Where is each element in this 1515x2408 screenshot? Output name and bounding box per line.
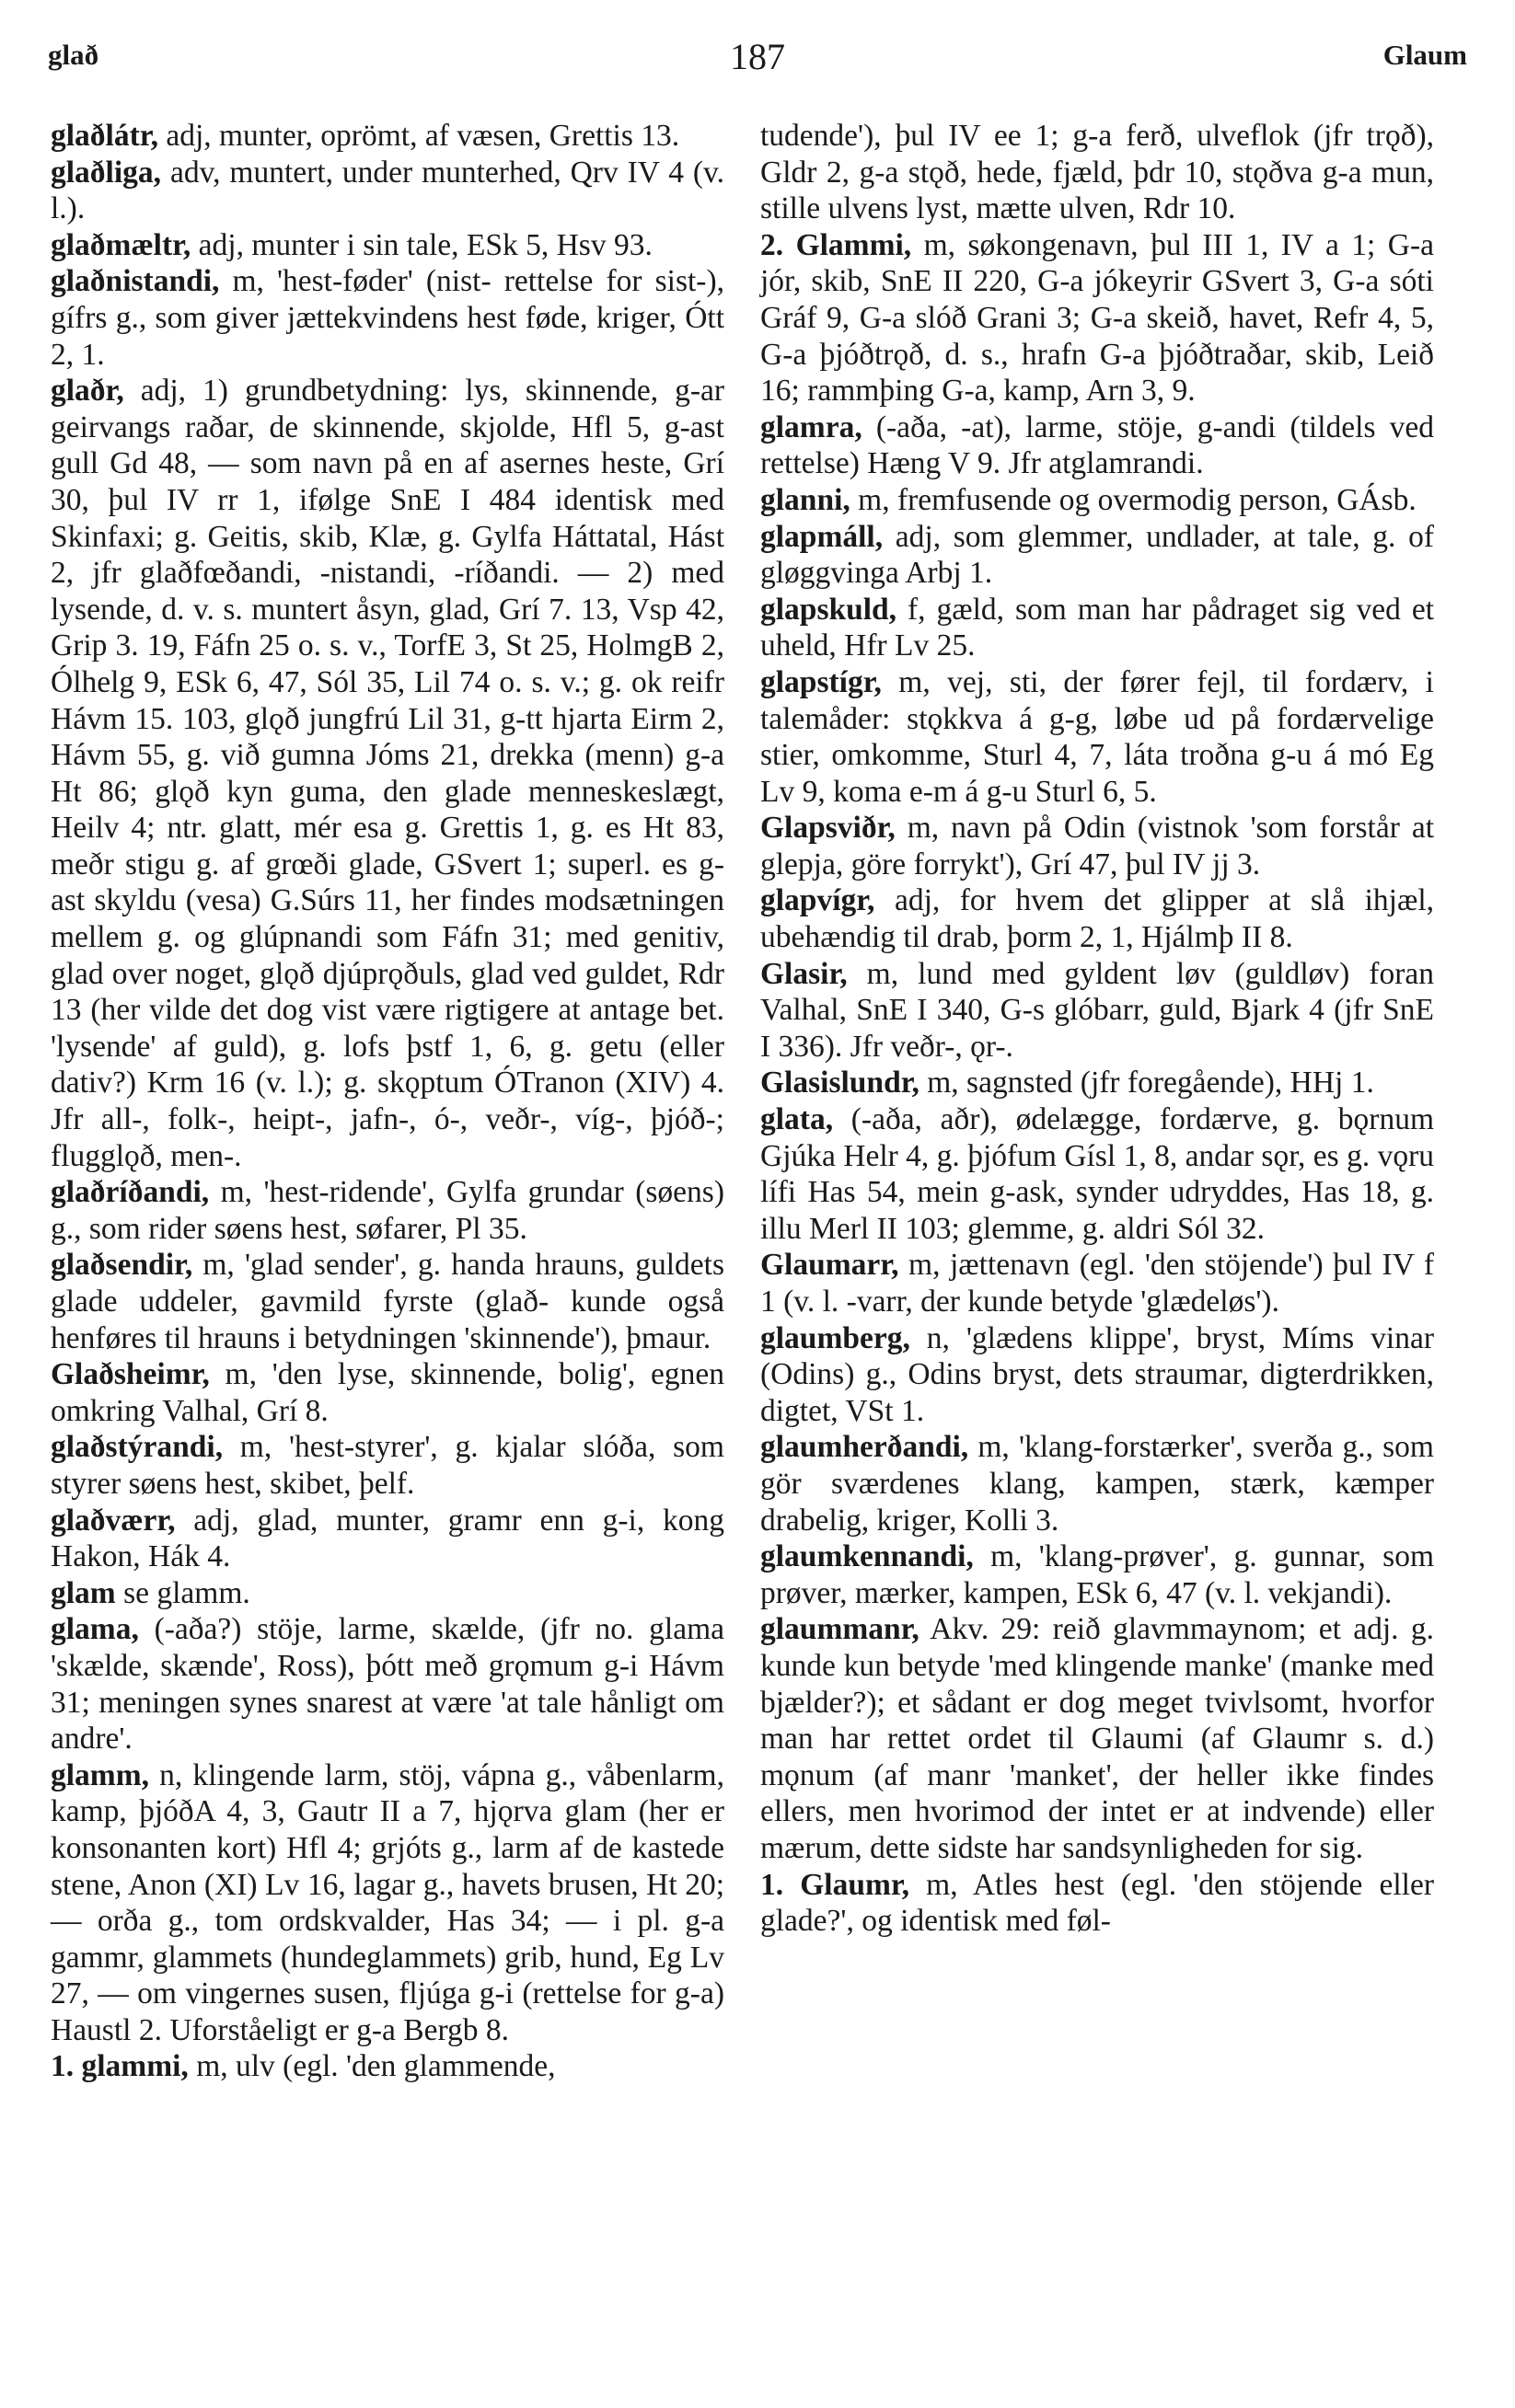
entry-definition: adj, glad, munter, gramr enn g-i, kong Hakon, Hák 4.	[51, 1503, 724, 1574]
entry-definition: (-aða, -at), larme, stöje, g-andi (tildels ved rettelse) Hæng V 9. Jfr atglamrandi.	[760, 409, 1434, 481]
entry-definition: m, 'hest-ridende', Gylfa grundar (søens) g., som rider søens hest, søfarer, Pl 35.	[51, 1175, 724, 1246]
entry-definition: m, Atles hest (egl. 'den stöjende eller glade?', og identisk med føl-	[760, 1867, 1434, 1939]
left-column	[51, 118, 724, 2085]
entry-headword: glapstígr,	[760, 664, 882, 699]
dictionary-entry	[760, 592, 1434, 664]
entry-headword: glaðværr,	[51, 1503, 176, 1538]
entry-headword: 1. Glaumr,	[760, 1867, 910, 1902]
entry-headword: glamra,	[760, 409, 862, 444]
dictionary-entry	[51, 1575, 724, 1612]
dictionary-entry	[51, 1174, 724, 1247]
entry-headword: Glasir,	[760, 956, 848, 991]
entry-definition: m, fremfusende og overmodig person, GÁsb.	[850, 482, 1417, 517]
right-column	[760, 118, 1434, 1940]
dictionary-entry	[51, 155, 724, 227]
entry-headword: glaðlátr,	[51, 119, 158, 153]
entry-headword: Glapsviðr,	[760, 811, 896, 846]
entry-definition: adj, munter, oprömt, af væsen, Grettis 13.	[157, 119, 680, 153]
entry-definition: adj, munter i sin tale, ESk 5, Hsv 93.	[191, 227, 653, 262]
dictionary-entry	[760, 118, 1434, 227]
entry-headword: glaðliga,	[51, 155, 162, 190]
entry-headword: 2. Glammi,	[760, 227, 912, 262]
entry-definition: n, klingende larm, stöj, vápna g., våbenlarm, kamp, þjóðA 4, 3, Gautr II a 7, hjǫrva glam (her er konsonanten kort) Hfl 4; grjóts g., larm af de kastede stene, Anon (XI) Lv 16, lagar g., havets brusen, Ht 20; — orða g., tom ordskvalder, Has 34; — i pl. g-a gammr, glammets (hundeglammets) grib, hund, Eg Lv 27, — om vingernes susen, fljúga g-i (rettelse for g-a) Haustl 2. Uforståeligt er g-a Bergb 8.	[51, 1757, 724, 2047]
entry-headword: glama,	[51, 1612, 139, 1647]
dictionary-entry	[760, 482, 1434, 519]
entry-definition: (-aða, aðr), ødelægge, fordærve, g. bǫrnum Gjúka Helr 4, g. þjófum Gísl 1, 8, andar sǫr, es g. vǫru lífi Has 54, mein g-ask, synder udryddes, Has 18, g. illu Merl II 103; glemme, g. aldri Sól 32.	[760, 1102, 1434, 1246]
entry-definition: m, jættenavn (egl. 'den stöjende') þul IV f 1 (v. l. -varr, der kunde betyde 'glædeløs').	[760, 1248, 1434, 1319]
entry-definition: m, 'hest-styrer', g. kjalar slóða, som styrer søens hest, skibet, þelf.	[51, 1430, 724, 1501]
dictionary-entry	[760, 1101, 1434, 1247]
entry-definition: adj, 1) grundbetydning: lys, skinnende, g-ar geirvangs raðar, de skinnende, skjolde, Hfl 5, g-ast gull Gd 48, — som navn på en af asernes heste, Grí 30, þul IV rr 1, ifølge SnE I 484 identisk med Skinfaxi; g. Geitis, skib, Klæ, g. Gylfa Háttatal, Hást 2, jfr glaðfœðandi, -nistandi, -ríðandi. — 2) med lysende, d. v. s. muntert åsyn, glad, Grí 7. 13, Vsp 42, Grip 3. 19, Fáfn 25 o. s. v., TorfE 3, St 25, HolmgB 2, Ólhelg 9, ESk 6, 47, Sól 35, Lil 74 o. s. v.; g. ok reifr Hávm 15. 103, glǫð jungfrú Lil 31, g-tt hjarta Eirm 2, Hávm 55, g. við gumna Jóms 21, drekka (menn) g-a Ht 86; glǫð kyn guma, den glade menneskeslægt, Heilv 4; ntr. glatt, mér esa g. Grettis 1, g. es Ht 83, meðr stigu g. af grœði glade, GSvert 1; superl. es g-ast skyldu (vesa) G.Súrs 11, her findes modsætningen mellem g. og glúpnandi som Fáfn 31; med genitiv, glad over noget, glǫð djúprǫðuls, glad ved guldet, Rdr 13 (her vilde det dog vist være rigtigere at antage bet. 'lysende' af guld), g. lofs þstf 1, 6, g. getu (eller dativ?) Krm 16 (v. l.); g. skǫptum ÓTranon (XIV) 4. Jfr all-, folk-, heipt-, jafn-, ó-, veðr-, víg-, þjóð-; flugglǫð, men-.	[51, 374, 724, 1173]
entry-headword: glaðríðandi,	[51, 1175, 210, 1210]
entry-headword: Glaumarr,	[760, 1248, 899, 1283]
entry-definition: m, 'glad sender', g. handa hrauns, guldets glade uddeler, gavmild fyrste (glað- kunde også henføres til hrauns i betydningen 'skinnende'), þmaur.	[51, 1248, 724, 1355]
dictionary-entry	[760, 1429, 1434, 1538]
entry-headword: glaummanr,	[760, 1612, 919, 1647]
dictionary-entry	[51, 1611, 724, 1757]
dictionary-entry	[760, 227, 1434, 409]
entry-headword: glapskuld,	[760, 592, 897, 627]
entry-definition: adv, muntert, under munterhed, Qrv IV 4 (v. l.).	[51, 155, 724, 226]
entry-headword: glaðnistandi,	[51, 264, 220, 299]
dictionary-entry	[51, 2048, 724, 2085]
entry-headword: 1. glammi,	[51, 2049, 189, 2084]
dictionary-entry	[760, 1611, 1434, 1866]
entry-headword: glapvígr,	[760, 883, 875, 918]
dictionary-entry	[760, 882, 1434, 955]
entry-headword: glaðr,	[51, 374, 124, 409]
dictionary-entry	[760, 810, 1434, 882]
entry-headword: glapmáll,	[760, 519, 884, 554]
dictionary-entry	[760, 1538, 1434, 1611]
header-left-catchword: glað	[48, 39, 99, 71]
entry-headword: glam	[51, 1575, 116, 1610]
entry-definition: m, sagnsted (jfr foregående), HHj 1.	[919, 1066, 1374, 1100]
entry-definition: m, lund med gyldent løv (guldløv) foran Valhal, SnE I 340, G-s glóbarr, guld, Bjark 4 (jfr SnE I 336). Jfr veðr-, ǫr-.	[760, 956, 1434, 1064]
dictionary-entry	[51, 1757, 724, 2049]
dictionary-entry	[51, 1503, 724, 1575]
dictionary-entry	[51, 263, 724, 373]
entry-definition: m, vej, sti, der fører fejl, til fordærv, i talemåder: stǫkkva á g-g, løbe ud på fordærvelige stier, omkomme, Sturl 4, 7, láta troðna g-u á mó Eg Lv 9, koma e-m á g-u Sturl 6, 5.	[760, 664, 1434, 809]
entry-definition: n, 'glædens klippe', bryst, Míms vinar (Odins) g., Odins bryst, dets straumar, digterdrikken, digtet, VSt 1.	[760, 1320, 1434, 1428]
dictionary-entry	[760, 409, 1434, 482]
entry-definition: Akv. 29: reið glavmmaynom; et adj. g. kunde kun betyde 'med klingende manke' (manke med bjælder?); et sådant er dog meget tvivlsomt, hvorfor man har rettet ordet til Glaumi (af Glaumr s. d.) mǫnum (af manr 'manket', der heller ikke findes ellers, men hvorimod der intet er at indvende) eller mærum, dette sidste har sandsynligheden for sig.	[760, 1612, 1434, 1865]
entry-headword: glaðsendir,	[51, 1248, 193, 1283]
entry-headword: glaumherðandi,	[760, 1430, 969, 1465]
entry-headword: glata,	[760, 1102, 834, 1137]
page-number: 187	[730, 36, 785, 77]
entry-headword: glaumberg,	[760, 1320, 910, 1355]
dictionary-entry	[760, 1247, 1434, 1319]
dictionary-entry	[51, 1247, 724, 1356]
dictionary-entry	[51, 1356, 724, 1429]
dictionary-entry	[760, 519, 1434, 592]
entry-definition: m, 'hest-føder' (nist- rettelse for sist-), gífrs g., som giver jættekvindens hest føde, kriger, Ótt 2, 1.	[51, 264, 724, 372]
entry-definition: se glamm.	[115, 1575, 250, 1610]
entry-definition: adj, som glemmer, undlader, at tale, g. of gløggvinga Arbj 1.	[760, 519, 1434, 591]
header-right-catchword: Glaum	[1382, 39, 1467, 71]
entry-definition: tudende'), þul IV ee 1; g-a ferð, ulveflok (jfr trǫð), Gldr 2, g-a stǫð, hede, fjæld, þdr 10, stǫðva g-a mun, stille ulvens lyst, mætte ulven, Rdr 10.	[760, 119, 1434, 226]
dictionary-entry	[51, 373, 724, 1174]
dictionary-entry	[760, 1320, 1434, 1430]
entry-definition: m, ulv (egl. 'den glammende,	[188, 2049, 556, 2084]
entry-headword: glaumkennandi,	[760, 1539, 974, 1574]
entry-headword: glaðstýrandi,	[51, 1430, 224, 1465]
dictionary-entry	[760, 1867, 1434, 1940]
running-head	[48, 36, 1467, 77]
dictionary-entry	[760, 956, 1434, 1066]
entry-definition: (-aða?) stöje, larme, skælde, (jfr no. glama 'skælde, skænde', Ross), þótt með grǫmum g-i Hávm 31; meningen synes snarest at være 'at tale hånligt om andre'.	[51, 1612, 724, 1757]
entry-headword: glaðmæltr,	[51, 227, 191, 262]
entry-headword: Glasislundr,	[760, 1066, 919, 1100]
entry-headword: Glaðsheimr,	[51, 1357, 210, 1392]
entry-definition: m, 'klang-prøver', g. gunnar, som prøver, mærker, kampen, ESk 6, 47 (v. l. vekjandi).	[760, 1539, 1434, 1610]
entry-definition: adj, for hvem det glipper at slå ihjæl, ubehændig til drab, þorm 2, 1, Hjálmþ II 8.	[760, 883, 1434, 955]
entry-definition: f, gæld, som man har pådraget sig ved et uheld, Hfr Lv 25.	[760, 592, 1434, 663]
dictionary-entry	[760, 664, 1434, 810]
dictionary-entry	[51, 227, 724, 264]
entry-definition: m, navn på Odin (vistnok 'som forstår at glepja, göre forrykt'), Grí 47, þul IV jj 3.	[760, 811, 1434, 881]
entry-headword: glamm,	[51, 1757, 149, 1792]
entry-definition: m, 'den lyse, skinnende, bolig', egnen omkring Valhal, Grí 8.	[51, 1357, 724, 1428]
entry-definition: m, søkongenavn, þul III 1, IV a 1; G-a jór, skib, SnE II 220, G-a jókeyrir GSvert 3, G-a sóti Gráf 9, G-a slóð Grani 3; G-a skeið, havet, Refr 4, 5, G-a þjóðtrǫð, d. s., hrafn G-a þjóðtraðar, skib, Leið 16; rammþing G-a, kamp, Arn 3, 9.	[760, 227, 1435, 409]
dictionary-entry	[51, 118, 724, 155]
entry-headword: glanni,	[760, 482, 850, 517]
dictionary-entry	[51, 1429, 724, 1502]
dictionary-entry	[760, 1065, 1434, 1101]
entry-definition: m, 'klang-forstærker', sverða g., som gör sværdenes klang, kampen, stærk, kæmper drabelig, kriger, Kolli 3.	[760, 1430, 1434, 1538]
